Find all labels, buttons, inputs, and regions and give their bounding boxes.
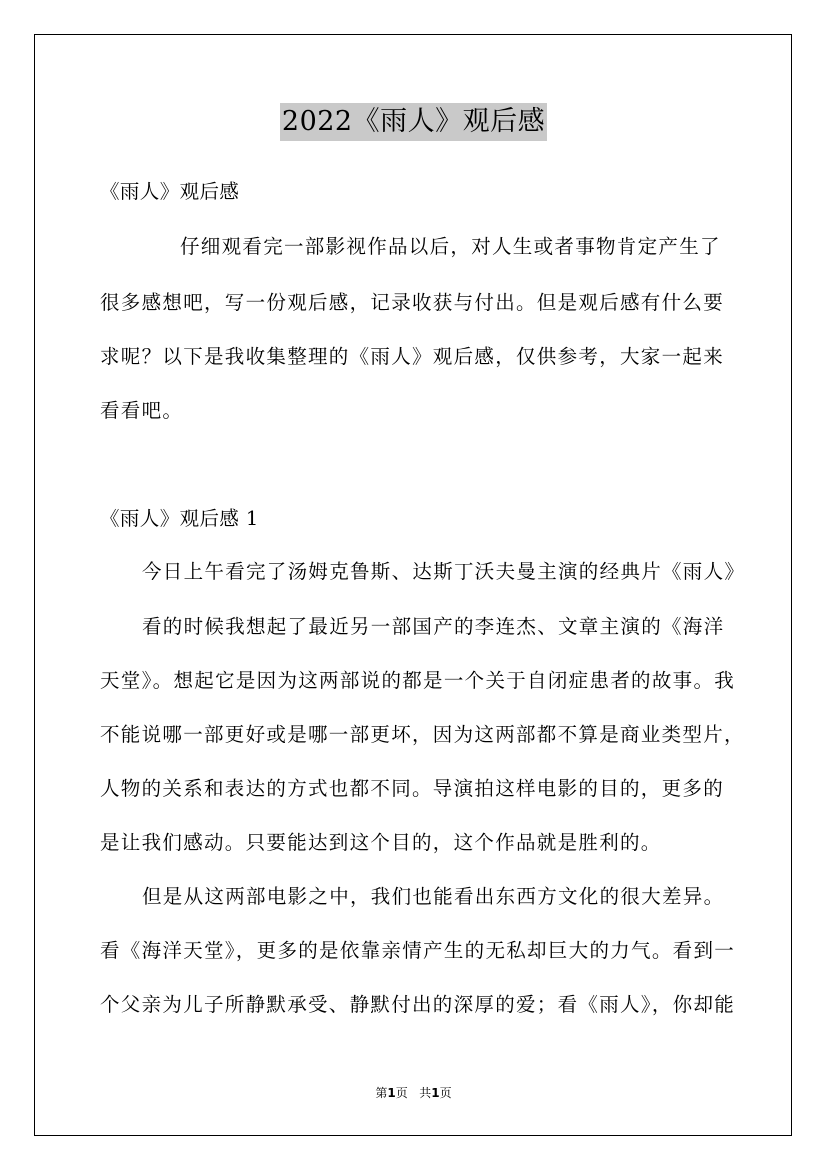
body-line: 但是从这两部电影之中，我们也能看出东西方文化的很大差异。 [142, 885, 725, 908]
intro-line: 看看吧。 [100, 399, 184, 422]
total-prefix: 共 [419, 1086, 432, 1100]
intro-line: 仔细观看完一部影视作品以后，对人生或者事物肯定产生了 [180, 235, 721, 258]
total-pages: 1 [431, 1086, 440, 1100]
body-line: 是让我们感动。只要能达到这个目的，这个作品就是胜利的。 [100, 831, 662, 854]
body-line: 看《海洋天堂》，更多的是依靠亲情产生的无私却巨大的力气。看到一 [100, 939, 736, 962]
intro-line: 很多感想吧，写一份观后感，记录收获与付出。但是观后感有什么要 [100, 291, 725, 314]
body-line: 人物的关系和表达的方式也都不同。导演拍这样电影的目的，更多的 [100, 777, 725, 800]
body-line: 看的时候我想起了最近另一部国产的李连杰、文章主演的《海洋 [142, 615, 725, 638]
body-line: 天堂》。想起它是因为这两部说的都是一个关于自闭症患者的故事。我 [100, 669, 736, 692]
document-subtitle: 《雨人》观后感 [100, 180, 240, 203]
body-line: 个父亲为儿子所静默承受、静默付出的深厚的爱；看《雨人》，你却能 [100, 993, 736, 1016]
body-line: 不能说哪一部更好或是哪一部更坏，因为这两部都不算是商业类型片， [100, 723, 745, 746]
total-label: 页 [439, 1086, 452, 1100]
page-prefix: 第 [375, 1086, 388, 1100]
body-line: 今日上午看完了汤姆克鲁斯、达斯丁沃夫曼主演的经典片《雨人》 [142, 560, 746, 583]
document-title: 2022《雨人》观后感 [280, 103, 547, 141]
page-number: 1 [387, 1086, 396, 1100]
page-label: 页 [395, 1086, 408, 1100]
page-footer [0, 1084, 827, 1101]
section-heading: 《雨人》观后感 1 [100, 507, 259, 530]
title-container [0, 103, 827, 141]
intro-line: 求呢？以下是我收集整理的《雨人》观后感，仅供参考，大家一起来 [100, 345, 725, 368]
